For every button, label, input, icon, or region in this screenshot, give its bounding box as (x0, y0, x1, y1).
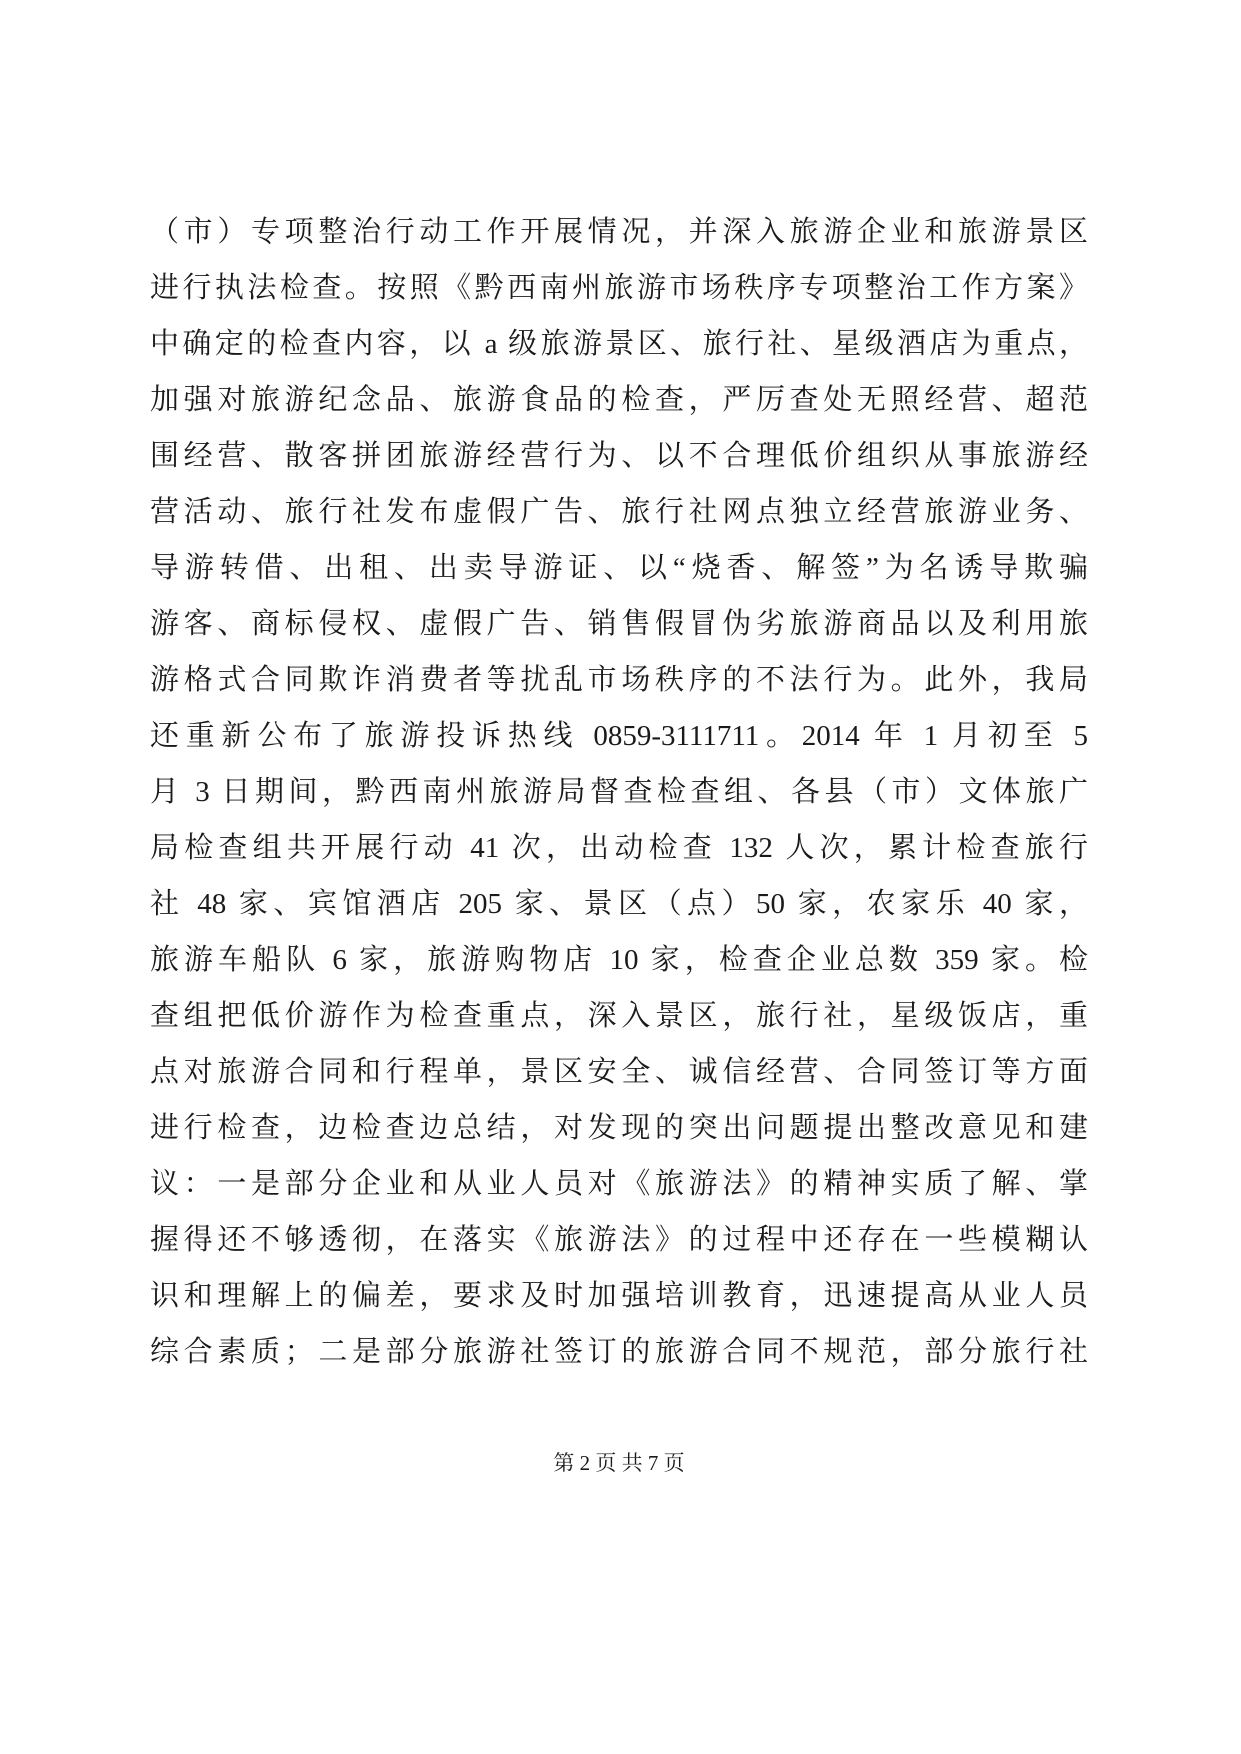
text-line: 握得还不够透彻，在落实《旅游法》的过程中还存在一些模糊认 (150, 1224, 1088, 1256)
text-line: 综合素质；二是部分旅游社签订的旅游合同不规范，部分旅行社 (150, 1336, 1088, 1368)
text-line: 点对旅游合同和行程单，景区安全、诚信经营、合同签订等方面 (150, 1056, 1088, 1088)
text-line: 识和理解上的偏差，要求及时加强培训教育，迅速提高从业人员 (150, 1280, 1088, 1312)
text-line: 旅游车船队 6 家，旅游购物店 10 家，检查企业总数 359 家。检 (150, 944, 1088, 976)
text-line: 加强对旅游纪念品、旅游食品的检查，严厉查处无照经营、超范 (150, 384, 1088, 416)
text-line: （市）专项整治行动工作开展情况，并深入旅游企业和旅游景区 (150, 216, 1088, 248)
text-line: 还重新公布了旅游投诉热线 0859-3111711。2014 年 1 月初至 5 (150, 720, 1088, 752)
text-line: 月 3 日期间，黔西南州旅游局督查检查组、各县（市）文体旅广 (150, 776, 1088, 808)
text-line: 围经营、散客拼团旅游经营行为、以不合理低价组织从事旅游经 (150, 440, 1088, 472)
text-line: 游客、商标侵权、虚假广告、销售假冒伪劣旅游商品以及利用旅 (150, 608, 1088, 640)
page-number-footer: 第 2 页 共 7 页 (553, 1451, 685, 1475)
text-line: 局检查组共开展行动 41 次，出动检查 132 人次，累计检查旅行 (150, 832, 1088, 864)
text-line: 游格式合同欺诈消费者等扰乱市场秩序的不法行为。此外，我局 (150, 664, 1088, 696)
text-line: 社 48 家、宾馆酒店 205 家、景区（点）50 家，农家乐 40 家， (150, 888, 1088, 920)
text-line: 中确定的检查内容，以 a 级旅游景区、旅行社、星级酒店为重点， (150, 328, 1088, 360)
body-text (150, 204, 1088, 1380)
text-line: 营活动、旅行社发布虚假广告、旅行社网点独立经营旅游业务、 (150, 496, 1088, 528)
text-line: 议：一是部分企业和从业人员对《旅游法》的精神实质了解、掌 (150, 1168, 1088, 1200)
text-line: 进行检查，边检查边总结，对发现的突出问题提出整改意见和建 (150, 1112, 1088, 1144)
text-line: 查组把低价游作为检查重点，深入景区，旅行社，星级饭店，重 (150, 1000, 1088, 1032)
text-line: 导游转借、出租、出卖导游证、以“烧香、解签”为名诱导欺骗 (150, 552, 1088, 584)
text-line: 进行执法检查。按照《黔西南州旅游市场秩序专项整治工作方案》 (150, 272, 1088, 304)
